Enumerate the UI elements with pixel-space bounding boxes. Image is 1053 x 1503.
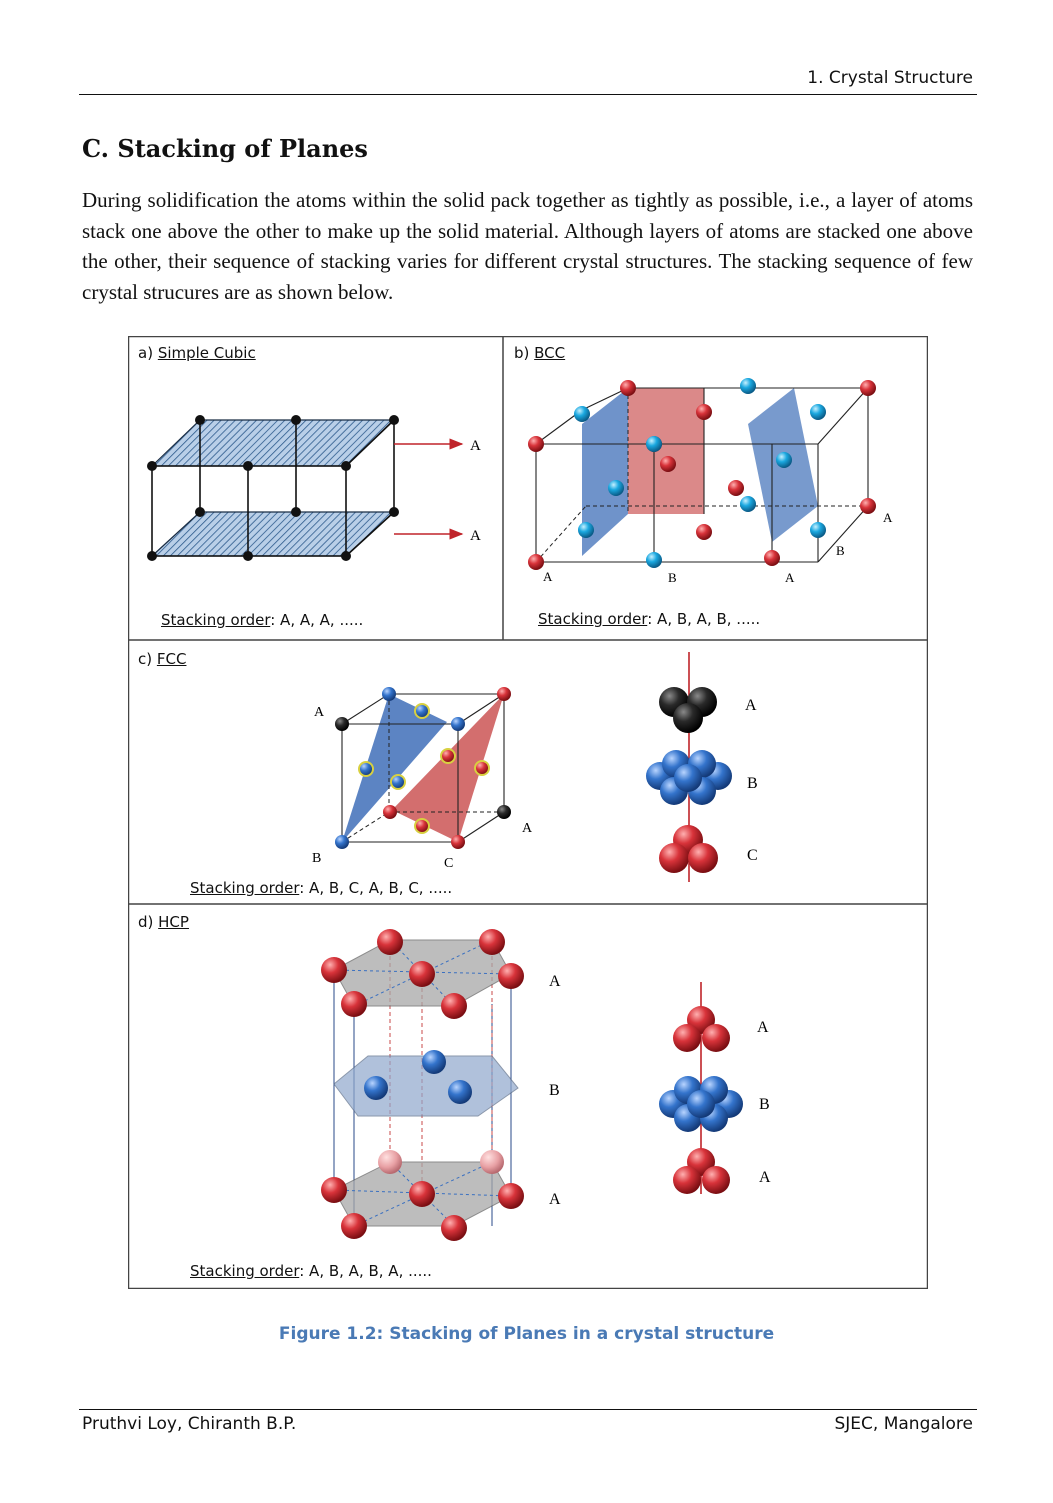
- figure-drawing: [128, 336, 928, 1289]
- hcp-plane-label: A: [549, 973, 561, 990]
- hcp-layer-label: A: [759, 1169, 771, 1186]
- fcc-layer-label: B: [747, 775, 758, 792]
- fcc-cube-diagram: [312, 687, 533, 871]
- header-rule: [79, 94, 977, 95]
- simple-cubic-diagram: [147, 415, 481, 561]
- hcp-diagram: [321, 929, 561, 1241]
- fcc-layer-label: C: [747, 847, 758, 864]
- stacking-figure: [128, 336, 928, 1289]
- running-header: 1. Crystal Structure: [807, 68, 973, 88]
- fcc-cube-label: A: [522, 821, 533, 836]
- section-title: C. Stacking of Planes: [82, 134, 368, 163]
- hcp-plane-label: B: [549, 1082, 560, 1099]
- bcc-plane-label: B: [668, 570, 677, 585]
- footer-authors: Pruthvi Loy, Chiranth B.P.: [82, 1414, 297, 1434]
- sc-plane-label: A: [470, 528, 481, 544]
- stacking-order-hcp: Stacking order: A, B, A, B, A, .....: [190, 1262, 432, 1280]
- fcc-layer-label: A: [745, 697, 757, 714]
- hcp-plane-label: A: [549, 1191, 561, 1208]
- hcp-layer-label: A: [757, 1019, 769, 1036]
- panel-label-fcc: c) FCC: [138, 650, 187, 668]
- bcc-diagram: [528, 378, 893, 585]
- fcc-cube-label: C: [444, 856, 454, 871]
- bcc-plane-label: B: [836, 543, 845, 558]
- panel-label-simple-cubic: a) Simple Cubic: [138, 344, 256, 362]
- footer-rule: [79, 1409, 977, 1410]
- stacking-order-bcc: Stacking order: A, B, A, B, .....: [538, 610, 761, 628]
- hcp-layer-diagram: [659, 982, 771, 1194]
- bcc-plane-label: A: [883, 510, 893, 525]
- footer-institution: SJEC, Mangalore: [834, 1414, 973, 1434]
- panel-label-bcc: b) BCC: [514, 344, 566, 362]
- stacking-order-simple-cubic: Stacking order: A, A, A, .....: [161, 611, 364, 629]
- panel-label-hcp: d) HCP: [138, 913, 189, 931]
- figure-caption: Figure 1.2: Stacking of Planes in a crystal structure: [278, 1324, 775, 1344]
- bcc-plane-label: A: [543, 569, 553, 584]
- bcc-plane-label: A: [785, 570, 795, 585]
- stacking-order-fcc: Stacking order: A, B, C, A, B, C, .....: [190, 879, 453, 897]
- sc-plane-label: A: [470, 438, 481, 454]
- fcc-layer-diagram: [646, 652, 758, 882]
- hcp-layer-label: B: [759, 1096, 770, 1113]
- fcc-cube-label: A: [314, 705, 325, 720]
- fcc-cube-label: B: [312, 851, 322, 866]
- intro-paragraph: During solidification the atoms within the solid pack together as tightly as possible, i.e., a layer of atoms stack one above the other to make up the solid material. Although layers of atoms are stacked one above the other, their sequence of stacking varies for different crystal structures. The stacking sequence of few crystal strucures are as shown below.: [82, 188, 973, 304]
